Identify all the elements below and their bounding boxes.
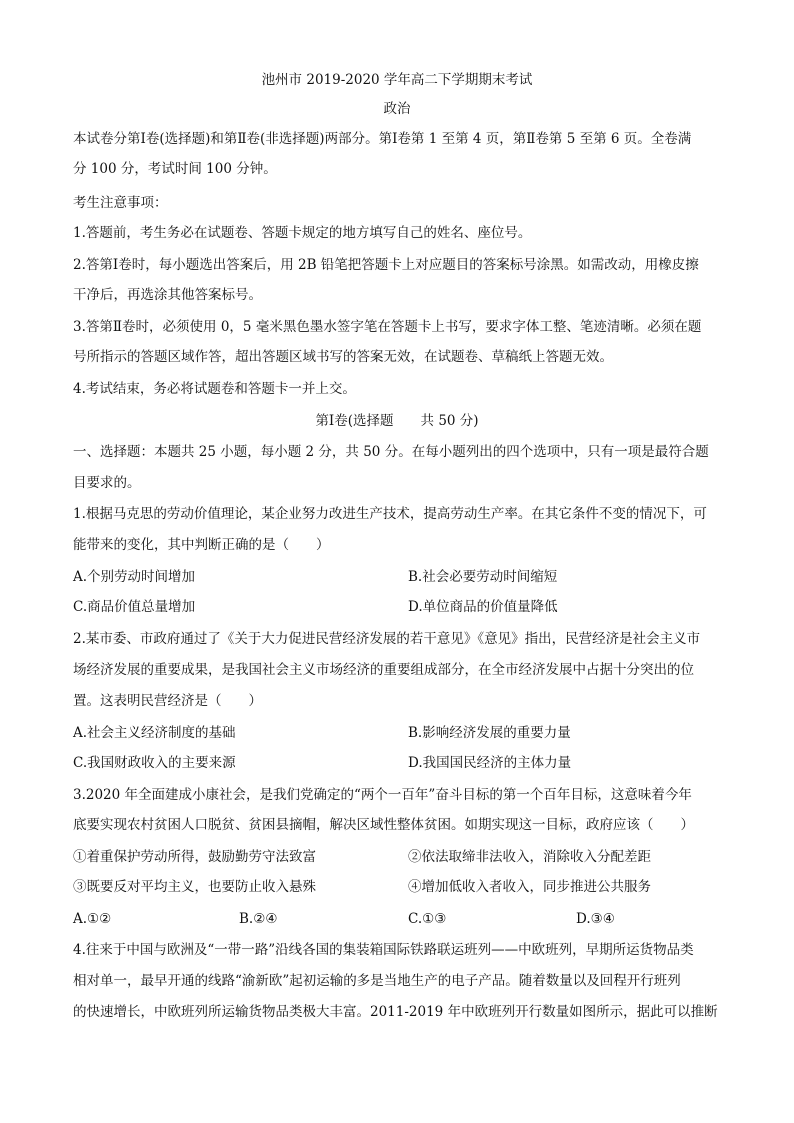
statement-1: ①着重保护劳动所得，鼓励勤劳守法致富 bbox=[73, 849, 316, 865]
question-stem: 底要实现农村贫困人口脱贫、贫困县摘帽，解决区域性整体贫困。如期实现这一目标，政府应该（ ） bbox=[73, 817, 694, 833]
note-item: 3.答第Ⅱ卷时，必须使用 0，5 毫米黑色墨水签字笔在答题卡上书写，要求字体工整、笔迹清晰。必须在题 bbox=[73, 319, 702, 335]
question-stem: 2.某市委、市政府通过了《关于大力促进民营经济发展的若干意见》《意见》指出，民营经济是社会主义市 bbox=[73, 631, 701, 647]
option-a: A.社会主义经济制度的基础 bbox=[73, 725, 236, 741]
question-stem: 相对单一，最早开通的线路“渝新欧”起初运输的多是当地生产的电子产品。随着数量以及回程开行班列 bbox=[73, 973, 681, 989]
option-d: D.③④ bbox=[576, 911, 615, 927]
option-c: C.①③ bbox=[408, 911, 447, 927]
option-a: A.个别劳动时间增加 bbox=[73, 569, 196, 585]
intro-line: 分 100 分，考试时间 100 分钟。 bbox=[73, 161, 277, 177]
question-stem: 能带来的变化，其中判断正确的是（ ） bbox=[73, 537, 330, 553]
option-c: C.商品价值总量增加 bbox=[73, 599, 196, 615]
option-b: B.②④ bbox=[239, 911, 278, 927]
note-item: 4.考试结束，务必将试题卷和答题卡一并上交。 bbox=[73, 381, 356, 397]
question-stem: 场经济发展的重要成果，是我国社会主义市场经济的重要组成部分，在全市经济发展中占据十分突出的位 bbox=[73, 662, 694, 678]
question-stem: 3.2020 年全面建成小康社会，是我们党确定的“两个一百年”奋斗目标的第一个百年目标，这意味着今年 bbox=[73, 787, 692, 803]
option-c: C.我国财政收入的主要来源 bbox=[73, 755, 236, 771]
option-b: B.影响经济发展的重要力量 bbox=[408, 725, 571, 741]
section-instructions: 一、选择题：本题共 25 小题，每小题 2 分，共 50 分。在每小题列出的四个选项中，只有一项是最符合题 bbox=[73, 444, 709, 460]
note-item: 2.答第Ⅰ卷时，每小题选出答案后，用 2B 铅笔把答题卡上对应题目的答案标号涂黑。如需改动，用橡皮擦 bbox=[73, 257, 699, 273]
section-title: 第Ⅰ卷(选择题 共 50 分) bbox=[315, 413, 479, 429]
question-stem: 4.往来于中国与欧洲及“一带一路”沿线各国的集装箱国际铁路联运班列——中欧班列，早期所运货物品类 bbox=[73, 942, 694, 958]
subject-title: 政治 bbox=[383, 101, 411, 117]
exam-title: 池州市 2019-2020 学年高二下学期期末考试 bbox=[261, 72, 533, 88]
option-b: B.社会必要劳动时间缩短 bbox=[408, 569, 558, 585]
note-item: 号所指示的答题区域作答，超出答题区域书写的答案无效，在试题卷、草稿纸上答题无效。 bbox=[73, 349, 613, 365]
note-item: 干净后，再选涂其他答案标号。 bbox=[73, 287, 262, 303]
note-item: 1.答题前，考生务必在试题卷、答题卡规定的地方填写自己的姓名、座位号。 bbox=[73, 225, 532, 241]
intro-line: 本试卷分第Ⅰ卷(选择题)和第Ⅱ卷(非选择题)两部分。第Ⅰ卷第 1 至第 4 页，第Ⅱ卷第 5 至第 6 页。全卷满 bbox=[73, 131, 692, 147]
option-a: A.①② bbox=[73, 911, 112, 927]
statement-4: ④增加低收入者收入，同步推进公共服务 bbox=[408, 879, 651, 895]
notes-heading: 考生注意事项： bbox=[73, 195, 168, 211]
question-stem: 置。这表明民营经济是（ ） bbox=[73, 693, 262, 709]
section-instructions: 目要求的。 bbox=[73, 475, 141, 491]
question-stem: 1.根据马克思的劳动价值理论，某企业努力改进生产技术，提高劳动生产率。在其它条件不变的情况下，可 bbox=[73, 506, 707, 522]
option-d: D.我国国民经济的主体力量 bbox=[408, 755, 572, 771]
statement-2: ②依法取缔非法收入，消除收入分配差距 bbox=[408, 849, 651, 865]
option-d: D.单位商品的价值量降低 bbox=[408, 599, 558, 615]
statement-3: ③既要反对平均主义，也要防止收入悬殊 bbox=[73, 879, 316, 895]
question-stem: 的快速增长，中欧班列所运输货物品类极大丰富。2011-2019 年中欧班列开行数量如图所示，据此可以推断 bbox=[73, 1004, 718, 1020]
